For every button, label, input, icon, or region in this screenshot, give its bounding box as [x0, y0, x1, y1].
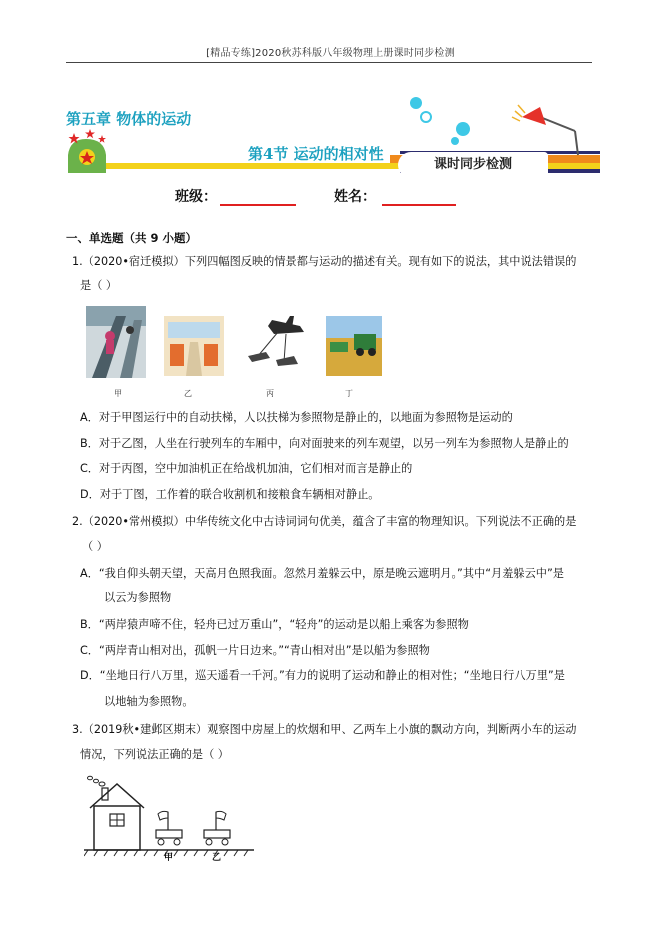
question-2-option-a[interactable]: A．“我自仰头朝天望，天高月色照我面。忽然月羞躲云中，原是晚云遮明月。”其中“月羞躲云中”是	[80, 567, 564, 580]
small-star-icon	[98, 135, 106, 143]
question-2-option-d-cont: 以地轴为参照物。	[104, 695, 194, 708]
running-header: [精品专练]2020秋苏科版八年级物理上册课时同步检测	[206, 48, 455, 59]
question-1-line1: 1.（2020•宿迁模拟）下列四幅图反映的情景都与运动的描述有关。现有如下的说法，其中说法错误的	[72, 255, 577, 268]
harvester-image	[326, 316, 382, 376]
section-title: 第4节 运动的相对性	[248, 145, 384, 163]
question-3-line1: 3.（2019秋•建邺区期末）观察图中房屋上的炊烟和甲、乙两车上小旗的飘动方向，判断两小车的运动	[72, 723, 577, 736]
bubble	[456, 122, 470, 136]
question-1-option-c[interactable]: C．对于丙图，空中加油机正在给战机加油，它们相对而言是静止的	[80, 462, 413, 475]
question-1-option-d[interactable]: D．对于丁图，工作着的联合收割机和接粮食车辆相对静止。	[80, 488, 380, 501]
cart-label-yi: 乙	[212, 853, 222, 863]
image-caption-ding: 丁	[345, 389, 353, 398]
cart-yi	[204, 830, 230, 838]
smoke-puff	[94, 779, 99, 783]
smoke-puff	[88, 776, 93, 780]
question-2-option-b[interactable]: B．“两岸猿声啼不住，轻舟已过万重山”，“轻舟”的运动是以船上乘客为参照物	[80, 618, 469, 631]
question-2-option-d[interactable]: D．“坐地日行八万里，巡天遥看一千河。”有力的说明了运动和静止的相对性；“坐地日行八万里”是	[80, 669, 565, 682]
question-3-line2: 情况，下列说法正确的是（ ）	[80, 748, 229, 761]
lamp-rays	[512, 105, 525, 121]
small-star-icon	[85, 129, 95, 138]
image-caption-bing: 丙	[266, 389, 274, 398]
banner-tag: 课时同步检测	[398, 152, 548, 178]
header-rule	[66, 62, 592, 63]
smoke-puff	[99, 782, 105, 786]
question-2-option-a-cont: 以云为参照物	[104, 591, 172, 604]
escalator-image	[86, 306, 146, 378]
name-field[interactable]	[382, 204, 456, 206]
image-caption-jia: 甲	[114, 389, 122, 398]
house-roof	[90, 784, 144, 808]
question-1-option-a[interactable]: A．对于甲图运行中的自动扶梯，人以扶梯为参照物是静止的，以地面为参照物是运动的	[80, 411, 513, 424]
flag-yi	[216, 811, 226, 820]
house-wall	[94, 806, 140, 850]
refueling-image	[244, 312, 308, 378]
question-2-option-c[interactable]: C．“两岸青山相对出，孤帆一片日边来。”“青山相对出”是以船为参照物	[80, 644, 430, 657]
question-1-option-b[interactable]: B．对于乙图，人坐在行驶列车的车厢中，向对面驶来的列车观望，以另一列车为参照物人是静止的	[80, 437, 569, 450]
part-title: 一、单选题（共 9 小题）	[66, 231, 198, 245]
bubble	[451, 137, 459, 145]
bubble	[421, 112, 431, 122]
question-1-line2: 是（ ）	[80, 279, 118, 292]
train-carriage-image	[164, 316, 224, 376]
chapter-title: 第五章 物体的运动	[66, 110, 192, 128]
cart-jia	[156, 830, 182, 838]
class-field[interactable]	[220, 204, 296, 206]
flag-jia	[158, 811, 168, 820]
class-label: 班级：	[175, 189, 217, 205]
lamp-shade-icon	[522, 107, 546, 125]
question-2-line2: （ ）	[82, 540, 108, 553]
question-2-line1: 2.（2020•常州模拟）中华传统文化中古诗词词句优美，蕴含了丰富的物理知识。下列说法不正确的是	[72, 515, 577, 528]
bubble	[410, 97, 422, 109]
name-label: 姓名：	[334, 189, 376, 205]
cart-label-jia: 甲	[164, 853, 174, 863]
image-caption-yi: 乙	[184, 389, 192, 398]
